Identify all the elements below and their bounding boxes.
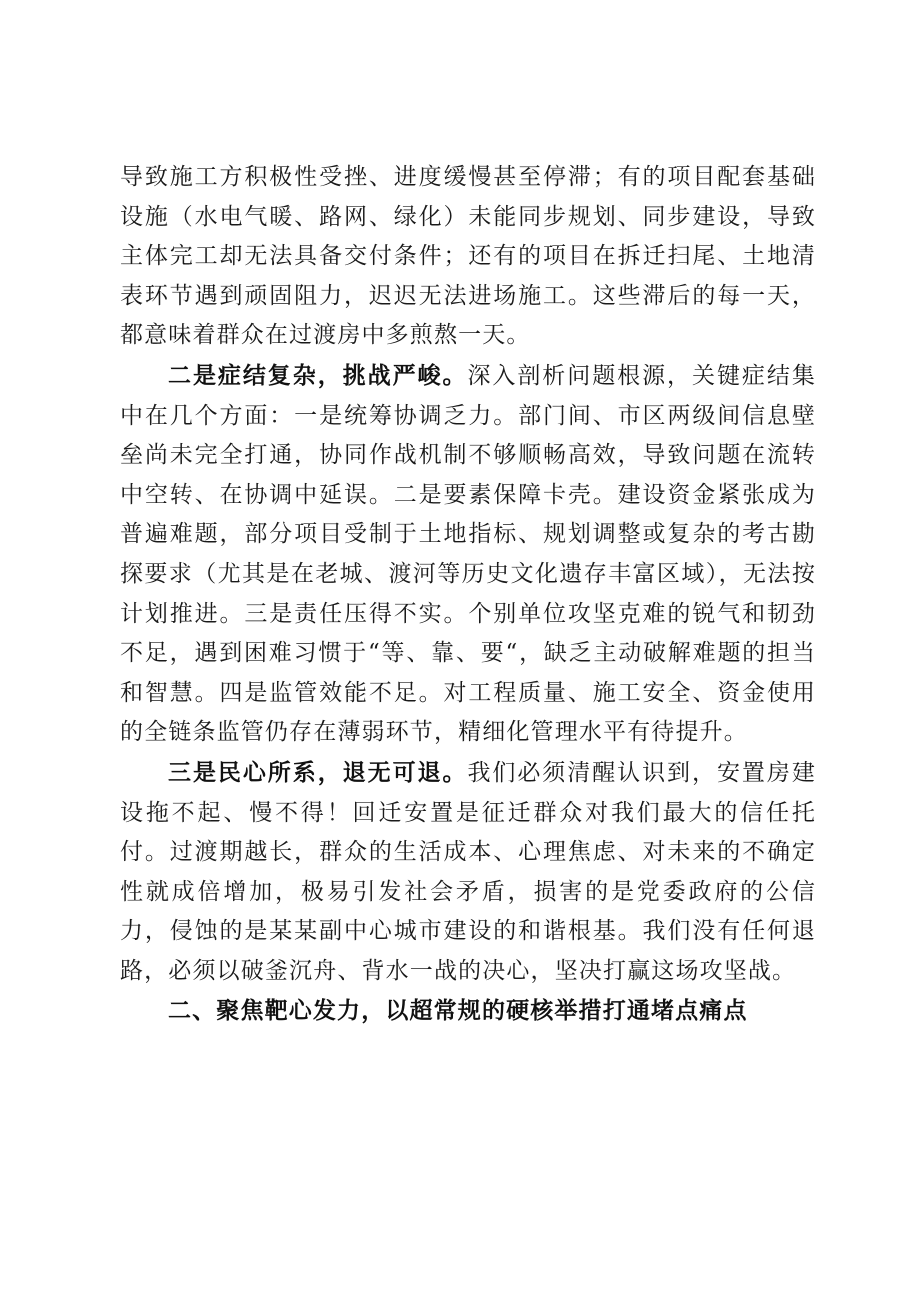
document-body — [120, 158, 816, 1031]
paragraph-continuation — [120, 158, 816, 356]
paragraph-text: 深入剖析问题根源，关键症结集中在几个方面：一是统筹协调乏力。部门间、市区两级间信息壁垒尚未完全打通，协同作战机制不够顺畅高效，导致问题在流转中空转、在协调中延误。二是要素保障卡壳。建设资金紧张成为普遍难题，部分项目受制于土地指标、规划调整或复杂的考古勘探要求（尤其是在老城、渡河等历史文化遗存丰富区域），无法按计划推进。三是责任压得不实。个别单位攻坚克难的锐气和韧劲不足，遇到困难习惯于“等、靠、要“，缺乏主动破解难题的担当和智慧。四是监管效能不足。对工程质量、施工安全、资金使用的全链条监管仍存在薄弱环节，精细化管理水平有待提升。 — [120, 362, 816, 746]
paragraph-public-concern — [120, 753, 816, 992]
paragraph-lead-heading: 三是民心所系，退无可退。 — [168, 758, 468, 786]
section-heading: 二、聚焦靶心发力，以超常规的硬核举措打通堵点痛点 — [168, 997, 748, 1025]
paragraph-lead-heading: 二是症结复杂，挑战严峻。 — [168, 361, 468, 389]
paragraph-text: 我们必须清醒认识到，安置房建设拖不起、慢不得！回迁安置是征迁群众对我们最大的信任托付。过渡期越长，群众的生活成本、心理焦虑、对未来的不确定性就成倍增加，极易引发社会矛盾，损害的是党委政府的公信力，侵蚀的是某某副中心城市建设的和谐根基。我们没有任何退路，必须以破釜沉舟、背水一战的决心，坚决打赢这场攻坚战。 — [120, 759, 816, 984]
paragraph-complex-causes — [120, 356, 816, 753]
paragraph-text: 导致施工方积极性受挫、进度缓慢甚至停滞；有的项目配套基础设施（水电气暖、路网、绿化）未能同步规划、同步建设，导致主体完工却无法具备交付条件；还有的项目在拆迁扫尾、土地清表环节遇到顽固阻力，迟迟无法进场施工。这些滞后的每一天，都意味着群众在过渡房中多煎熬一天。 — [120, 164, 816, 349]
